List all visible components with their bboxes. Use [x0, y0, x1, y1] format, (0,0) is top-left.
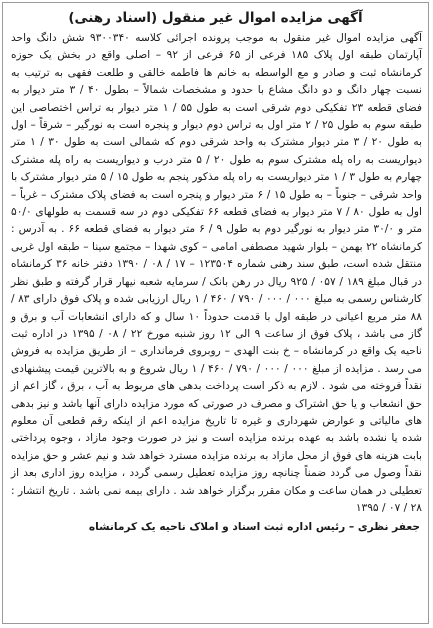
notice-title: آگهی مزایده اموال غیر منقول (اسناد رهنی)	[68, 10, 363, 26]
notice-frame	[2, 2, 429, 624]
notice-body: آگهی مزایده اموال غیر منقول به موجب پرونده اجرائی کلاسه ۹۳۰۰۳۴۰ شش دانگ واحد آپارتمان طبقه اول پلاک ۱۸۵ فرعی از ۶۵ فرعی از ۹۲ – اصلی واقع در بخش یک حوزه کرمانشاه ثبت و صادر و مع الواسطه به خانم ها فاطمه خالقی و طلعت فقهی به ترتیب به نسبت چهار دانگ و دو دانگ مشاع با حدود و مشخصات شمالاً – بطول ۴۰ / ۳ متر دیوار به فضای قطعه ۲۳ تفکیکی دوم شرقی است به طول ۵۵ / ۱ متر دیوار به تراس اختصاصی این طبقه سوم به طول ۲۵ / ۲ متر اول به تراس دوم دیوار و پنجره است به نورگیر – شرقاً – اول به طول ۲۰ / ۳ متر دیوار مشترک به واحد شرقی دوم که شمالی است به طول ۳۰ / ۱ متر دیواریست به راه پله مشترک سوم به طول ۲۰ / ۵ متر درب و دیواریست به راه پله مشترک چهارم به طول ۳ / ۱ متر دیواریست به راه پله مذکور پنجم به طول ۱۵ / ۵ متر دیوار مشترک با واحد شرقی – جنوباً – به طول ۱۵ / ۶ متر دیوار و پنجره است به فضای پلاک مشترک – غرباً – اول به طول ۸۰ / ۷ متر دیوار به فضای قطعه ۶۶ تفکیکی دوم در سه قسمت به طولهای ۵۰/۰ متر و ۳۰/۰ متر دیوار به نورگیر دوم به طول ۹ / ۶ متر دیوار به فضای قطعه ۶۶ . به آدرس : کرمانشاه ۲۲ بهمن – بلوار شهید مصطفی امامی – کوی شهدا – مجتمع سینا – طبقه اول غربی منتقل شده است، طبق سند رهنی شماره ۱۲۳۵۰۴ – ۱۷ / ۰۸ / ۱۳۹۰ دفتر خانه ۳۶ کرمانشاه در قبال مبلغ ۱۸۹ / ۰۵۷ / ۹۲۵ ریال در رهن بانک / سرمایه شعبه نیهار قرار گرفته و طبق نظر کارشناس رسمی به مبلغ ۰۰۰ / ۰۰۰ / ۷۹۰ / ۴۶۰ / ۱ ریال ارزیابی شده و پلاک فوق دارای ۸۳ / ۸۸ متر مربع اعیانی در طبقه اول با قدمت حدوداً ۱۰ سال و که دارای انشعابات آب و برق و گاز می باشد ، پلاک فوق از ساعت ۹ الی ۱۲ روز شنبه مورخ ۲۲ / ۰۸ / ۱۳۹۵ در اداره ثبت ناحیه یک واقع در کرمانشاه – خ بنت الهدی – روبروی فرمانداری – از طریق مزایده به فروش می رسد . مزایده از مبلغ ۰۰۰ / ۰۰۰ / ۷۹۰ / ۴۶۰ / ۱ ریال شروع و به بالاترین قیمت پیشنهادی نقداً فروخته می شود . لازم به ذکر است پرداخت بدهی های مربوط به آب ، برق ، گاز اعم از حق انشعاب و یا حق اشتراک و مصرف در صورتی که مورد مزایده دارای آنها باشد و نیز بدهی های مالیاتی و عوارض شهرداری و غیره تا تاریخ مزایده اعم از اینکه رقم قطعی آن معلوم شده یا نشده باشد به عهده برنده مزایده است و نیز در صورت وجود مازاد ، وجوه پرداختی بابت هزینه های فوق از محل مازاد به برنده مزایده مسترد خواهد شد و نیم عشر و حق مزایده نقداً وصول می گردد ضمناً چنانچه روز مزایده تعطیل رسمی گردد ، مزایده روز اداری بعد از تعطیلی در همان ساعت و مکان مقرر برگزار خواهد شد . دارای بیمه نمی باشد . تاریخ انتشار : ۲۸ / ۰۷ / ۱۳۹۵	[11, 32, 423, 514]
notice-signature: جعفر نظری – رئیس اداره ثبت اسناد و املاک ناحیه یک کرمانشاه	[88, 521, 420, 534]
